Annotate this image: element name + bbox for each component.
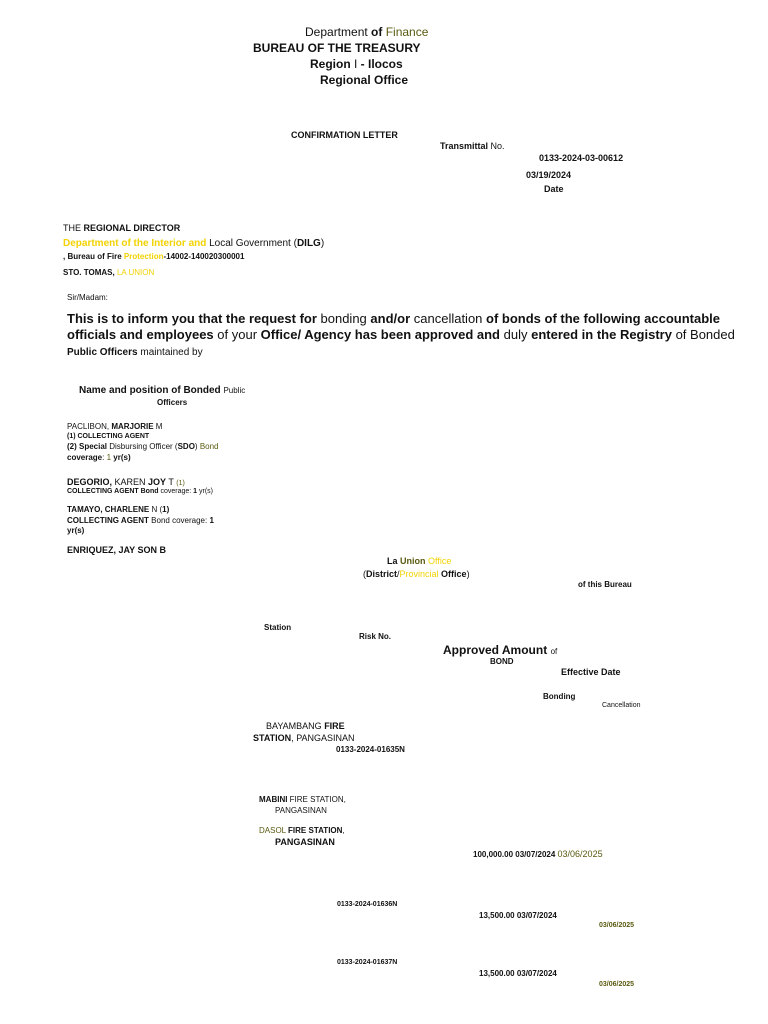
officer-2-colon: : (189, 488, 194, 495)
body-seg-3: and/or (370, 311, 414, 326)
regional-office: Regional Office (320, 73, 409, 87)
addressee-town: STO. TOMAS, (63, 268, 117, 277)
addressee-bureau-fire: , Bureau of Fire (63, 252, 124, 261)
addressee-paren: ) (320, 238, 325, 249)
officer-2-collecting: COLLECTING AGENT Bond (67, 488, 161, 495)
officer-2-years: yr(s) (199, 488, 213, 495)
entry-3-cancel: 03/06/2025 (599, 981, 635, 988)
addressee-title (63, 223, 180, 233)
station-1-comma: , (291, 733, 297, 743)
region-number: I (354, 57, 358, 71)
entry-2-cancel: 03/06/2025 (599, 922, 635, 929)
officers-header (79, 385, 245, 396)
letter-title: CONFIRMATION LETTER (291, 130, 398, 140)
officer-1-coverage (67, 453, 131, 462)
station-1-station: STATION (253, 733, 292, 743)
body-seg-5: of bonds of the following accountable officials and employees (67, 311, 721, 342)
officer-3-colon: : (204, 516, 210, 525)
officer-3-count: 1 (209, 516, 214, 525)
officer-1-given: MARJORIE (111, 422, 156, 431)
officer-3-name (67, 505, 169, 514)
transmittal-word: Transmittal (440, 141, 491, 151)
officer-1-paren: ) (194, 442, 200, 451)
officer-3-surname: TAMAYO, (67, 505, 105, 514)
officer-2-coverage: coverage (160, 488, 190, 495)
transmittal-no-word: No. (490, 141, 505, 151)
office-district: District (366, 569, 398, 579)
body-seg-6: of your (217, 327, 261, 342)
col-bond: BOND (490, 657, 514, 666)
body-seg-7: Office/ Agency has been approved and (260, 327, 504, 342)
officer-3-years: yr(s) (67, 526, 85, 535)
officer-1-special: (2) Special (67, 442, 110, 451)
department-finance: Finance (385, 25, 429, 39)
office-slash: / (397, 569, 400, 579)
officer-3-coverage: Bond coverage (151, 516, 205, 525)
station-1-line-1 (266, 721, 345, 731)
entry-3-risk: 0133-2024-01637N (337, 959, 398, 966)
officer-1-coverage-word: coverage (67, 453, 103, 462)
officer-1-surname: PACLIBON, (67, 422, 112, 431)
body-seg-2: bonding (320, 311, 371, 326)
office-paren-open: ( (363, 569, 366, 579)
officer-2-given: KAREN (114, 477, 149, 487)
addressee-dept-name: Department of the Interior and (63, 238, 210, 249)
office-union: Union (400, 556, 429, 566)
station-2-fire: FIRE STATION (289, 795, 344, 804)
body-seg-12: maintained by (140, 347, 203, 358)
officer-3-initial: N ( (151, 505, 163, 514)
addressee-department (63, 238, 324, 249)
officer-1-initial: M (155, 422, 163, 431)
officer-1-role-2 (67, 442, 219, 451)
bureau-title: BUREAU OF THE TREASURY (253, 41, 421, 55)
officer-1-role-1: (1) COLLECTING AGENT (67, 433, 150, 440)
station-2-line-1 (259, 795, 346, 804)
officers-header-main: Name and position of Bonded (79, 385, 224, 396)
officers-header-public: Public (223, 386, 246, 395)
col-station: Station (264, 623, 292, 632)
officer-3-index: 1) (162, 505, 170, 514)
officer-2-name (67, 477, 185, 487)
office-line-2 (363, 569, 470, 579)
addressee-province: LA UNION (116, 268, 155, 277)
officer-2-count: 1 (193, 488, 199, 495)
office-provincial: Provincial (399, 569, 442, 579)
officer-1-name (67, 422, 162, 431)
office-of-bureau: of this Bureau (578, 580, 632, 589)
salutation: Sir/Madam: (67, 293, 108, 302)
office-paren-close: ) (466, 569, 470, 579)
col-approved-amount: Approved Amount (443, 643, 551, 657)
entry-3-amount: 13,500.00 03/07/2024 (479, 969, 557, 978)
station-3-line-1 (259, 826, 345, 835)
station-3-comma: , (342, 826, 345, 835)
department-text: Department (305, 25, 372, 39)
station-2-name: MABINI (259, 795, 290, 804)
officer-1-colon: : (102, 453, 107, 462)
letter-date: 03/19/2024 (526, 170, 572, 180)
addressee-dilg: DILG (296, 238, 321, 249)
station-1-fire: FIRE (324, 721, 345, 731)
station-1-province: PANGASINAN (296, 733, 355, 743)
addressee-director: REGIONAL DIRECTOR (83, 223, 181, 233)
col-approved-of: of (550, 647, 558, 656)
region-line (310, 57, 403, 71)
transmittal-number: 0133-2024-03-00612 (539, 153, 624, 163)
department-of: of (371, 25, 386, 39)
addressee-local-gov: Local Government ( (209, 238, 297, 249)
officer-3-given: CHARLENE (104, 505, 152, 514)
body-seg-4: cancellation (413, 311, 487, 326)
body-seg-10: of Bonded (675, 327, 735, 342)
officer-2-surname: DEGORIO, (67, 477, 115, 487)
col-risk: Risk No. (359, 632, 392, 641)
officer-1-sdo: SDO (177, 442, 195, 451)
station-2-comma: , (343, 795, 346, 804)
entry-1-amount-line (473, 849, 603, 859)
addressee-bureau (63, 252, 244, 261)
body-seg-8: duly (503, 327, 532, 342)
station-3-province: PANGASINAN (275, 837, 335, 847)
officer-1-disbursing: Disbursing Officer ( (109, 442, 178, 451)
col-effective-date: Effective Date (561, 667, 621, 677)
transmittal-label (440, 141, 505, 151)
col-cancellation: Cancellation (602, 702, 641, 709)
entry-1-amount: 100,000.00 03/07/2024 (473, 850, 558, 859)
officer-3-role (67, 516, 214, 525)
office-la: La (387, 556, 401, 566)
body-seg-11: Public Officers (67, 347, 141, 358)
region-label: Region (310, 57, 354, 71)
officer-4-name: ENRIQUEZ, JAY SON B (67, 545, 167, 555)
addressee-location (63, 268, 154, 277)
officer-1-years: yr(s) (113, 453, 131, 462)
entry-2-risk: 0133-2024-01636N (337, 901, 398, 908)
officer-3-collecting: COLLECTING AGENT (67, 516, 152, 525)
station-2-province: PANGASINAN (275, 806, 327, 815)
station-1-risk: 0133-2024-01635N (336, 745, 405, 754)
addressee-code: -14002-140020300001 (163, 252, 245, 261)
region-name: - Ilocos (357, 57, 403, 71)
station-1-line-2 (253, 733, 355, 743)
entry-1-cancel: 03/06/2025 (557, 849, 603, 859)
entry-2-amount: 13,500.00 03/07/2024 (479, 911, 557, 920)
office-line-1 (387, 556, 451, 566)
addressee-the: THE (63, 223, 84, 233)
col-bonding: Bonding (543, 692, 576, 701)
office-word: Office (428, 556, 452, 566)
body-seg-9: entered in the Registry (531, 327, 676, 342)
department-line (305, 25, 428, 39)
officer-2-initial: T (168, 477, 177, 487)
station-3-fire: FIRE STATION (288, 826, 343, 835)
body-paragraph (67, 311, 747, 361)
body-seg-1: This is to inform you that the request for (67, 311, 321, 326)
officer-2-index: (1) (176, 480, 185, 487)
office-office: Office (441, 569, 467, 579)
addressee-protection: Protection (123, 252, 164, 261)
officer-2-middle: JOY (148, 477, 169, 487)
officers-header-officers: Officers (157, 398, 188, 407)
station-1-name: BAYAMBANG (266, 721, 325, 731)
col-approved (443, 643, 557, 657)
officer-1-count: 1 (106, 453, 114, 462)
date-label: Date (544, 184, 564, 194)
officer-1-bond: Bond (199, 442, 219, 451)
station-3-name: DASOL (259, 826, 289, 835)
officer-2-role (67, 488, 213, 495)
